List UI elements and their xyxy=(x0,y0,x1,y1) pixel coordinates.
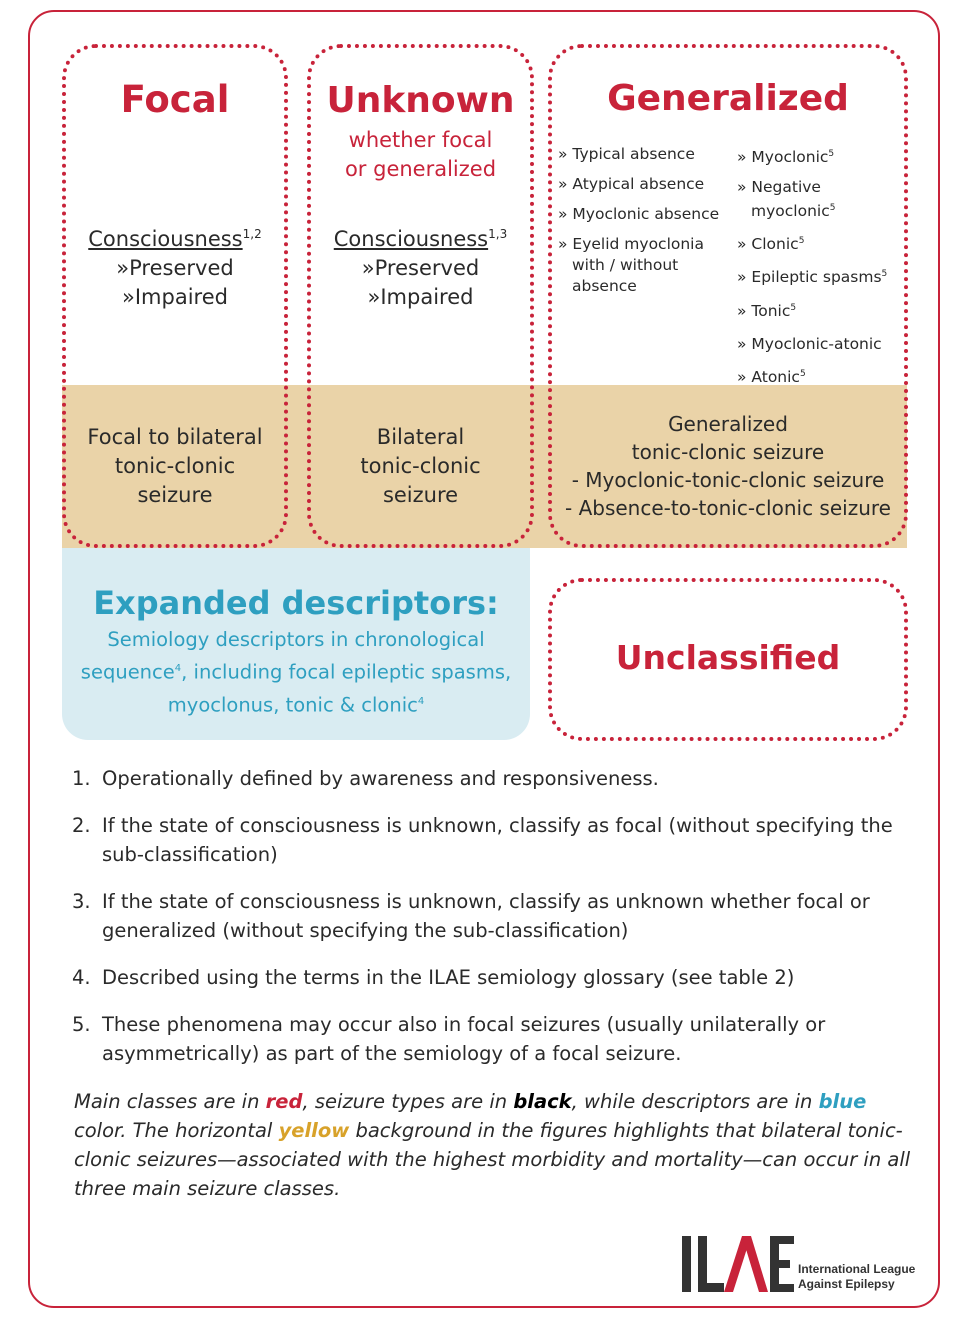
unknown-bilateral-line: seizure xyxy=(382,483,459,507)
unknown-bilateral-line: tonic-clonic xyxy=(360,454,481,478)
expanded-title: Expanded descriptors: xyxy=(93,584,499,622)
generalized-title: Generalized xyxy=(607,78,849,119)
focal-bilateral-text xyxy=(62,423,288,510)
generalized-bilateral-line: Generalized xyxy=(668,412,788,436)
generalized-bilateral-line: - Myoclonic-tonic-clonic seizure xyxy=(571,468,885,492)
unclassified-title: Unclassified xyxy=(615,638,841,677)
unknown-consciousness-label: Consciousness xyxy=(333,227,489,251)
focal-item-impaired: »Impaired xyxy=(122,285,228,309)
generalized-bilateral-text xyxy=(548,410,908,522)
unknown-item-preserved: »Preserved xyxy=(361,256,480,280)
unknown-subtitle xyxy=(307,126,534,184)
list-item: » Epileptic spasms$^5$ xyxy=(737,268,888,287)
unknown-subtitle-line: whether focal xyxy=(348,128,493,152)
unknown-consciousness xyxy=(307,220,534,312)
unknown-bilateral-text xyxy=(307,423,534,510)
list-item: » Atonic$^5$ xyxy=(737,368,806,387)
list-item: » Clonic$^5$ xyxy=(737,235,805,254)
list-item: » Myoclonic$^5$ xyxy=(737,148,835,167)
expanded-line: sequence$^4$, including focal epileptic spasms, xyxy=(80,660,512,684)
unknown-item-impaired: »Impaired xyxy=(367,285,474,309)
ilae-logo-mark xyxy=(680,1228,798,1296)
expanded-line: Semiology descriptors in chronological xyxy=(107,628,485,651)
list-item: » Eyelid myoclonia with / without absence xyxy=(558,235,704,295)
list-item: » Myoclonic absence xyxy=(558,205,720,223)
list-item: » Atypical absence xyxy=(558,175,705,193)
focal-title: Focal xyxy=(120,78,230,121)
color-legend-caption: Main classes are in red, seizure types are in black, while descriptors are in blue color. The horizontal yellow background in the figures highlights that bilateral tonic-clonic seizures—associated with the highest morbidity and mortality—can occur in all three main seizure classes. xyxy=(74,1090,911,1200)
footnote-item: 5. These phenomena may occur also in focal seizures (usually unilaterally or asymmetrically) as part of the semiology of a focal seizure. xyxy=(72,1013,826,1065)
expanded-subtitle xyxy=(62,625,530,719)
footnote-item: 3. If the state of consciousness is unknown, classify as unknown whether focal or generalized (without specifying the sub-classification) xyxy=(72,890,870,942)
unknown-bilateral-line: Bilateral xyxy=(376,425,465,449)
list-item: » Myoclonic-atonic xyxy=(737,334,882,353)
footnote-item: 2. If the state of consciousness is unknown, classify as focal (without specifying the sub-classification) xyxy=(72,814,893,866)
focal-bilateral-line: tonic-clonic xyxy=(114,454,236,478)
generalized-bilateral-line: tonic-clonic seizure xyxy=(631,440,825,464)
generalized-list-right xyxy=(737,144,902,397)
focal-consciousness-sup: 1,2 xyxy=(242,227,262,241)
logo-line: Against Epilepsy xyxy=(798,1277,895,1291)
list-item: » Negative myoclonic$^5$ xyxy=(737,178,836,221)
ilae-logo xyxy=(680,1228,920,1298)
focal-bilateral-line: Focal to bilateral xyxy=(87,425,263,449)
unknown-consciousness-sup: 1,3 xyxy=(488,227,508,241)
generalized-list-left xyxy=(558,144,728,306)
unknown-title: Unknown xyxy=(326,80,515,121)
generalized-bilateral-line: - Absence-to-tonic-clonic seizure xyxy=(565,496,891,520)
footnote-item: 1. Operationally defined by awareness and responsiveness. xyxy=(72,767,659,790)
list-item: » Typical absence xyxy=(558,145,695,163)
footnotes-list xyxy=(72,764,932,1086)
list-item: » Tonic$^5$ xyxy=(737,301,797,320)
focal-item-preserved: »Preserved xyxy=(116,256,234,280)
logo-line: International League xyxy=(798,1262,916,1276)
focal-consciousness xyxy=(62,220,288,312)
footnote-item: 4. Described using the terms in the ILAE semiology glossary (see table 2) xyxy=(72,966,795,989)
expanded-line: myoclonus, tonic & clonic$^4$ xyxy=(167,693,425,716)
focal-bilateral-line: seizure xyxy=(137,483,213,507)
logo-name-text xyxy=(798,1262,915,1292)
focal-consciousness-label: Consciousness xyxy=(88,227,243,251)
unknown-subtitle-line: or generalized xyxy=(344,157,497,181)
